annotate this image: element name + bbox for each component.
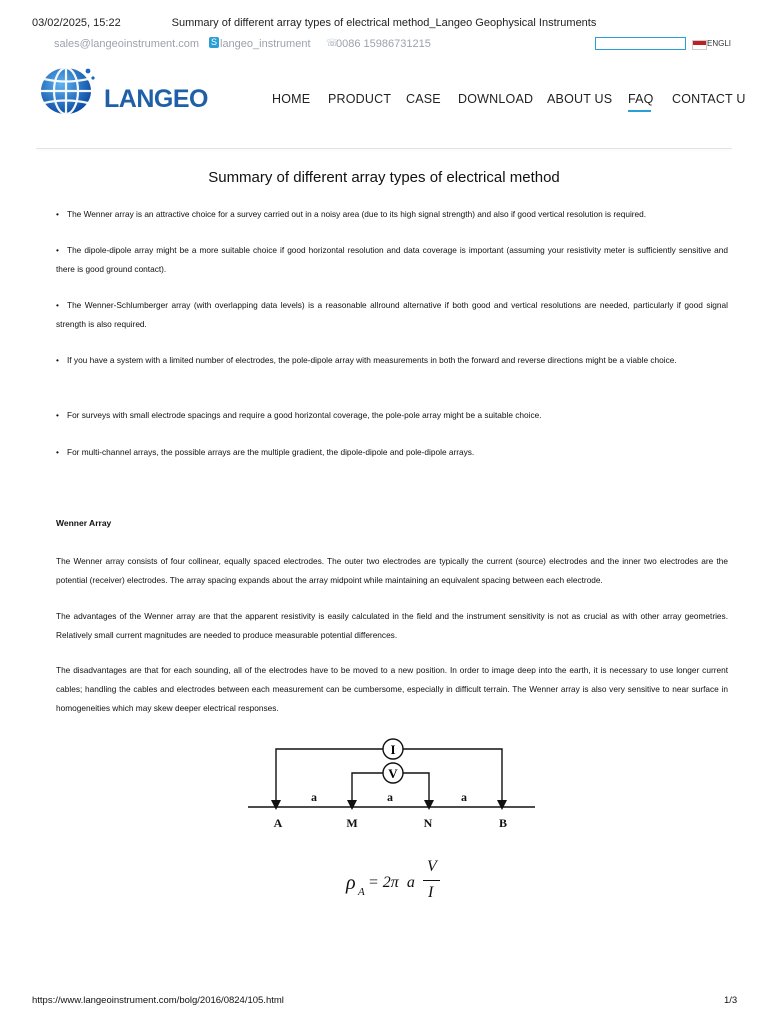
paragraph: The advantages of the Wenner array are that the apparent resistivity is easily calculated in the field and the instrument sensitivity is not as crucial as with other array geometries. Relatively small current magnitudes are needed to produce measurable potential differences. bbox=[56, 611, 728, 640]
print-doc-title: Summary of different array types of electrical method_Langeo Geophysical Instruments bbox=[171, 17, 597, 29]
spacing-label: a bbox=[311, 790, 317, 804]
electrode-label: N bbox=[423, 816, 433, 830]
nav-faq[interactable]: FAQ bbox=[628, 92, 654, 106]
bullet-item: • The dipole-dipole array might be a more suitable choice if good horizontal resolution and data coverage is important (assuming your resistivity meter is sufficiently sensitive and there is good ground contact). bbox=[56, 245, 728, 274]
search-input[interactable] bbox=[595, 37, 686, 50]
bullet-item: • The Wenner-Schlumberger array (with overlapping data levels) is a reasonable allround alternative if both good and vertical resolutions are needed, particularly if good signal strength is also required. bbox=[56, 300, 728, 329]
nav-about-us[interactable]: ABOUT US bbox=[547, 92, 613, 106]
top-contact-bar bbox=[0, 38, 768, 52]
skype-link[interactable]: langeo_instrument bbox=[220, 38, 311, 50]
article-title: Summary of different array types of electrical method bbox=[208, 169, 560, 186]
print-datetime: 03/02/2025, 15:22 bbox=[32, 17, 121, 29]
nav-home[interactable]: HOME bbox=[272, 92, 311, 106]
electrode-label: B bbox=[498, 816, 508, 830]
apparent-resistivity-formula: ρ A = 2π a V I bbox=[340, 858, 460, 908]
ammeter-label: I bbox=[390, 742, 396, 757]
nav-case[interactable]: CASE bbox=[406, 92, 441, 106]
phone-number: 0086 15986731215 bbox=[336, 38, 431, 50]
skype-icon: S bbox=[210, 37, 217, 47]
nav-active-indicator bbox=[628, 110, 651, 112]
electrode-label: A bbox=[273, 816, 283, 830]
nav-product[interactable]: PRODUCT bbox=[328, 92, 392, 106]
page-number: 1/3 bbox=[724, 995, 738, 1006]
phone-icon: ☏ bbox=[326, 38, 339, 49]
bullet-item: • The Wenner array is an attractive choice for a survey carried out in a noisy area (due to its high signal strength) and also if good vertical resolution is required. bbox=[56, 209, 647, 219]
electrode-label: M bbox=[346, 816, 358, 830]
header-divider bbox=[36, 148, 732, 149]
language-selector[interactable]: ENGLI bbox=[707, 39, 732, 48]
ammeter-icon bbox=[383, 739, 403, 759]
wenner-array-diagram bbox=[240, 730, 550, 835]
brand-name[interactable]: LANGEO bbox=[104, 85, 208, 113]
voltmeter-label: V bbox=[388, 766, 398, 781]
bullet-item: • For multi-channel arrays, the possible arrays are the multiple gradient, the dipole-dipole and pole-dipole arrays. bbox=[56, 447, 475, 457]
spacing-label: a bbox=[387, 790, 393, 804]
print-url: https://www.langeoinstrument.com/bolg/2016/0824/105.html bbox=[32, 995, 284, 1006]
logo-globe-icon[interactable] bbox=[36, 64, 96, 116]
voltmeter-icon bbox=[383, 763, 403, 783]
paragraph: The Wenner array consists of four collinear, equally spaced electrodes. The outer two electrodes are typically the current (source) electrodes and the inner two electrodes are the potential (receiver) electrodes. The array spacing expands about the array midpoint while maintaining an equivalent spacing between each electrode. bbox=[56, 556, 728, 585]
bullet-item: • If you have a system with a limited number of electrodes, the pole-dipole array with measurements in both the forward and reverse directions might be a viable choice. bbox=[56, 355, 677, 365]
nav-contact[interactable]: CONTACT U bbox=[672, 92, 746, 106]
nav-download[interactable]: DOWNLOAD bbox=[458, 92, 534, 106]
flag-icon bbox=[692, 40, 707, 50]
paragraph: The disadvantages are that for each sounding, all of the electrodes have to be moved to a new position. In order to image deep into the earth, it is necessary to use longer current cables; handling the cables and electrodes between each measurement can be cumbersome, especially in difficult terrain. The Wenner array is also very sensitive to near surface in homogeneities which may skew deeper electrical responses. bbox=[56, 665, 728, 713]
spacing-label: a bbox=[461, 790, 467, 804]
email-link[interactable]: sales@langeoinstrument.com bbox=[54, 38, 200, 50]
bullet-item: • For surveys with small electrode spacings and require a good horizontal coverage, the pole-pole array might be a suitable choice. bbox=[56, 410, 542, 420]
section-heading: Wenner Array bbox=[56, 518, 112, 528]
